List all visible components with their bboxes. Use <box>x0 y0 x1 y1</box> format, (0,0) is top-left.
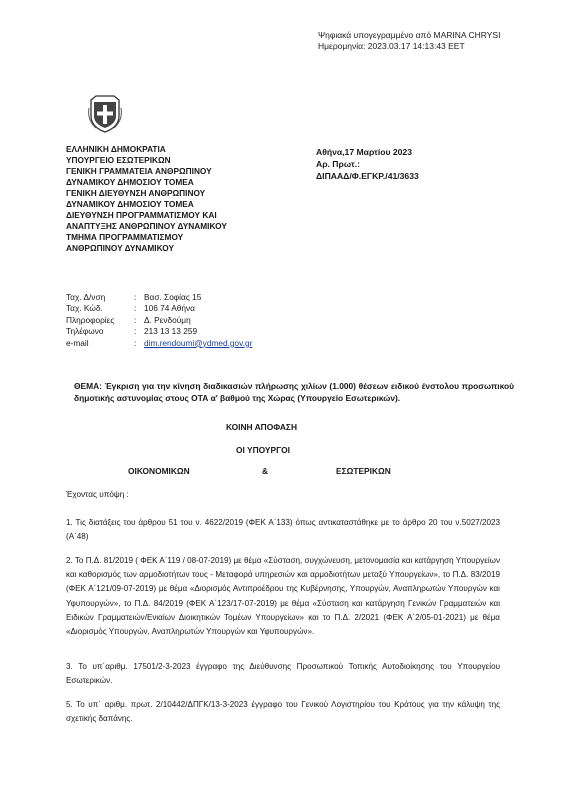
ministers-heading: ΟΙ ΥΠΟΥΡΓΟΙ <box>236 445 290 455</box>
paragraph-item: 2. Το Π.Δ. 81/2019 ( ΦΕΚ Α΄119 / 08-07-2019) με θέμα «Σύσταση, συγχώνευση, μετονομασία και κατάργηση Υπουργείων και καθορισμός των αρμοδιοτήτων τους - Μεταφορά υπηρεσιών και αρμοδιοτήτων μεταξύ Υπουργείων», το Π.Δ. 83/2019 (ΦΕΚ Α΄121/09-07-2019) με θέμα «Διορισμός Αντιπροέδρου της Κυβέρνησης, Υπουργών, Αναπληρωτών Υπουργών και Υφυπουργών», το Π.Δ. 84/2019 (ΦΕΚ Α΄123/17-07-2019) με θέμα «Σύσταση και κατάργηση Γενικών Γραμματειών και Ειδικών Γραμματειών/Ενιαίων Διοικητικών Τομέων Υπουργείων» και το Π.Δ. 2/2021 (ΦΕΚ Α΄2/05-01-2021) με θέμα «Διορισμός Υπουργών, Αναπληρωτών Υπουργών και Υφυπουργών». <box>66 556 500 637</box>
contact-label: Ταχ. Δ/νση <box>66 292 106 302</box>
ministry-line: ΓΕΝΙΚΗ ΓΡΑΜΜΑΤΕΙΑ ΑΝΘΡΩΠΙΝΟΥ <box>66 166 212 176</box>
decision-title: ΚΟΙΝΗ ΑΠΟΦΑΣΗ <box>226 422 297 432</box>
ministry-interior-label: ΕΣΩΤΕΡΙΚΩΝ <box>336 466 391 476</box>
ministry-line: ΑΝΘΡΩΠΙΝΟΥ ΔΥΝΑΜΙΚΟΥ <box>66 243 174 253</box>
contact-label: e-mail <box>66 337 89 348</box>
contact-value: Δ. Ρενδούμη <box>144 314 191 325</box>
ministry-header <box>66 144 227 254</box>
contact-row-email <box>66 338 252 349</box>
contact-details <box>66 292 252 349</box>
contact-separator: : <box>134 314 137 325</box>
document-subject: ΘΕΜΑ: Έγκριση για την κίνηση διαδικασιών πλήρωσης χιλίων (1.000) θέσεων ειδικού ένστολου προσωπικού δημοτικής αστυνομίας στους ΟΤΑ α' βαθμού της Χώρας (Υπουργείο Εσωτερικών). <box>74 381 514 404</box>
protocol-number: ΔΙΠΑΑΔ/Φ.ΕΓΚΡ./41/3633 <box>316 171 419 181</box>
signature-date: Ημερομηνία: 2023.03.17 14:13:43 EET <box>318 41 465 51</box>
paragraph-item: 5. Το υπ΄ αριθμ. πρωτ. 2/10442/ΔΠΓΚ/13-3-2023 έγγραφο του Γενικού Λογιστηρίου του Κράτους για την κάλυψη της σχετικής δαπάνης. <box>66 700 500 724</box>
contact-separator: : <box>134 326 137 337</box>
ministry-line: ΔΥΝΑΜΙΚΟΥ ΔΗΜΟΣΙΟΥ ΤΟΜΕΑ <box>66 177 194 187</box>
document-date: Αθήνα,17 Μαρτίου 2023 <box>316 147 412 157</box>
contact-value: 106 74 Αθήνα <box>144 303 195 314</box>
ministry-line: ΥΠΟΥΡΓΕΙΟ ΕΣΩΤΕΡΙΚΩΝ <box>66 155 171 165</box>
signature-signer: Ψηφιακά υπογεγραμμένο από MARINA CHRYSI <box>318 30 501 40</box>
ministry-line: ΕΛΛΗΝΙΚΗ ΔΗΜΟΚΡΑΤΙΑ <box>66 144 166 154</box>
contact-value: 213 13 13 259 <box>144 326 198 337</box>
contact-label: Ταχ. Κώδ. <box>66 303 103 314</box>
contact-separator: : <box>134 292 137 302</box>
contact-label: Τηλέφωνο <box>66 326 104 337</box>
paragraph-item: 3. Το υπ΄αριθμ. 17501/2-3-2023 έγγραφο της Διεύθυνσης Προσωπικού Τοπικής Αυτοδιοίκησης του Υπουργείου Εσωτερικών. <box>66 662 500 686</box>
ministry-line: ΔΙΕΥΘΥΝΣΗ ΠΡΟΓΡΑΜΜΑΤΙΣΜΟΥ ΚΑΙ <box>66 210 217 220</box>
digital-signature-stamp <box>318 30 500 52</box>
contact-row-postcode <box>66 303 252 314</box>
contact-value: Βασ. Σοφίας 15 <box>144 292 202 302</box>
email-link[interactable]: dim.rendoumi@ydmed.gov.gr <box>144 337 253 348</box>
paragraph-item: 1. Τις διατάξεις του άρθρου 51 του ν. 4622/2019 (ΦΕΚ Α΄133) όπως αντικαταστάθηκε με το άρθρο 20 του ν.5027/2023 (Α΄48) <box>66 518 500 542</box>
protocol-label: Αρ. Πρωτ.: <box>316 159 360 169</box>
greek-coat-of-arms-icon <box>88 94 122 134</box>
contact-separator: : <box>134 337 137 348</box>
contact-label: Πληροφορίες <box>66 314 115 325</box>
ministry-line: ΓΕΝΙΚΗ ΔΙΕΥΘΥΝΣΗ ΑΝΘΡΩΠΙΝΟΥ <box>66 188 206 198</box>
ministry-line: ΤΜΗΜΑ ΠΡΟΓΡΑΜΜΑΤΙΣΜΟΥ <box>66 232 184 242</box>
date-protocol-block <box>316 146 419 182</box>
ampersand-label: & <box>262 466 269 476</box>
ministry-finance-label: ΟΙΚΟΝΟΜΙΚΩΝ <box>128 466 190 476</box>
ministry-line: ΑΝΑΠΤΥΞΗΣ ΑΝΘΡΩΠΙΝΟΥ ΔΥΝΑΜΙΚΟΥ <box>66 221 227 231</box>
contact-row-phone <box>66 326 252 337</box>
ministry-line: ΔΥΝΑΜΙΚΟΥ ΔΗΜΟΣΙΟΥ ΤΟΜΕΑ <box>66 199 194 209</box>
contact-row-address <box>66 292 252 303</box>
having-in-view-heading: Έχοντας υπόψη : <box>66 490 129 499</box>
contact-row-information <box>66 315 252 326</box>
contact-separator: : <box>134 303 137 314</box>
